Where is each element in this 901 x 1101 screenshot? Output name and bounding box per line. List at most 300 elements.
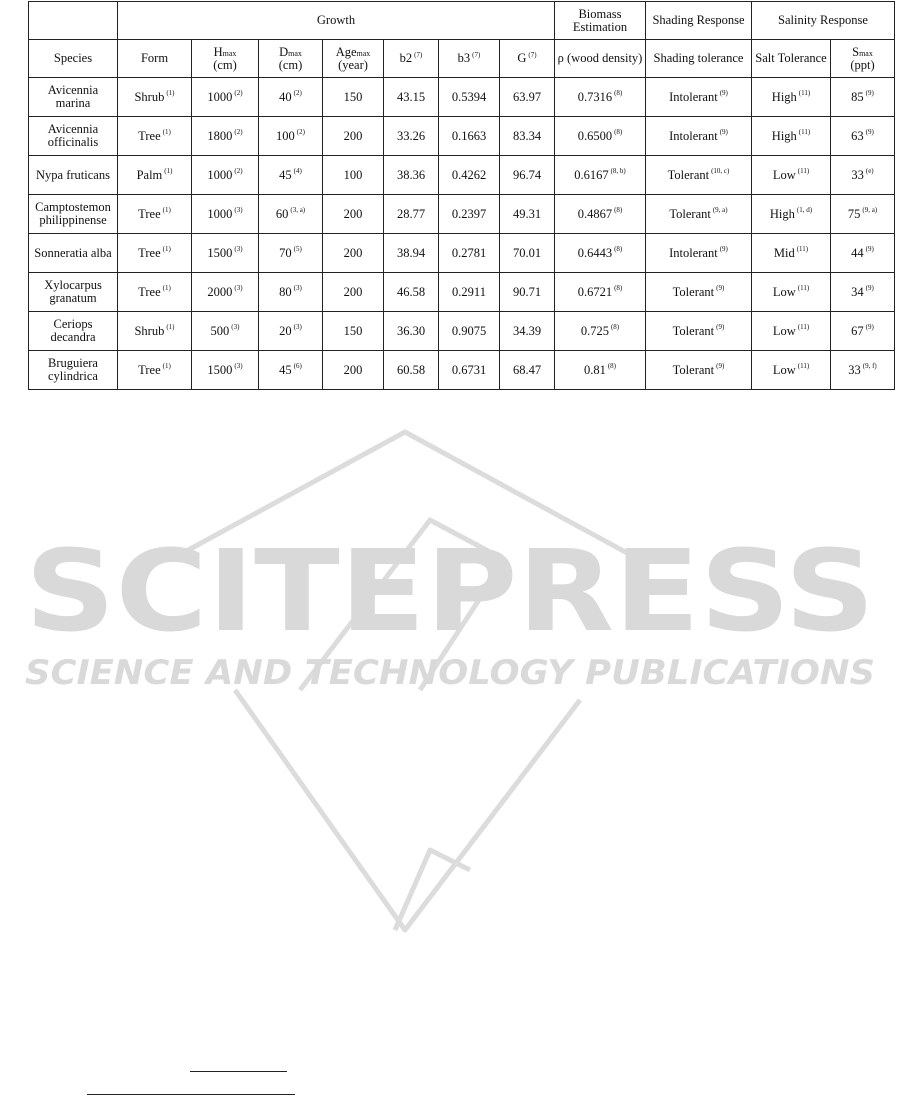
- cell-dmax: [259, 78, 323, 117]
- cell-hmax: [192, 195, 259, 234]
- g-ref: (7): [528, 50, 537, 59]
- cell-agemax: [323, 351, 384, 390]
- cell-b2-value: 46.58: [396, 284, 426, 299]
- cell-species: [29, 234, 118, 273]
- watermark-book-logo: [170, 432, 640, 930]
- cell-hmax-ref: (3): [234, 284, 243, 293]
- cell-smax-ref: (9): [865, 323, 874, 332]
- cell-b2-value: 43.15: [396, 89, 426, 104]
- cell-form-value: Tree: [138, 362, 161, 377]
- cell-smax-value: 67: [851, 323, 864, 338]
- cell-smax-ref: (9): [865, 89, 874, 98]
- cell-b3: [439, 195, 500, 234]
- cell-salt-ref: (11): [797, 323, 810, 332]
- cell-hmax-value: 1500: [207, 362, 233, 377]
- cell-shading-value: Intolerant: [669, 128, 718, 143]
- cell-salt-ref: (11): [798, 89, 811, 98]
- cell-hmax: [192, 156, 259, 195]
- cell-smax: [831, 234, 895, 273]
- cell-g: [500, 351, 555, 390]
- cell-shading-ref: (9): [716, 284, 725, 293]
- cell-salt-value: Low: [772, 167, 796, 182]
- cell-hmax-ref: (2): [234, 128, 243, 137]
- cell-shading-ref: (9): [716, 323, 725, 332]
- cell-species-value: Avicennia marina: [47, 83, 99, 110]
- dmax-unit: (cm): [278, 57, 303, 72]
- cell-salt-ref: (1, d): [796, 206, 813, 215]
- cell-rho-ref: (8): [610, 323, 620, 332]
- cell-dmax-ref: (3): [293, 323, 302, 332]
- cell-salt-ref: (11): [797, 167, 810, 176]
- cell-hmax-value: 1000: [207, 89, 233, 104]
- cell-salt-ref: (11): [797, 284, 810, 293]
- group-header-biomass: Biomass Estimation: [555, 2, 646, 40]
- table-row: [29, 195, 895, 234]
- dmax-subscript: max: [288, 48, 302, 58]
- cell-smax-ref: (9): [865, 284, 874, 293]
- cell-dmax-value: 80: [279, 284, 292, 299]
- cell-dmax-value: 45: [279, 167, 292, 182]
- cell-form: [118, 273, 192, 312]
- hmax-unit: (cm): [213, 57, 237, 72]
- cell-g: [500, 117, 555, 156]
- cell-salt: [752, 312, 831, 351]
- cell-dmax-ref: (3, a): [290, 206, 306, 215]
- table-row: [29, 78, 895, 117]
- cell-form: [118, 312, 192, 351]
- cell-agemax-value: 200: [343, 206, 363, 221]
- cell-hmax: [192, 234, 259, 273]
- cell-shading: [646, 117, 752, 156]
- cell-hmax-value: 2000: [207, 284, 233, 299]
- table-row: [29, 312, 895, 351]
- cell-form-ref: (1): [164, 167, 173, 176]
- cell-agemax: [323, 117, 384, 156]
- cell-shading: [646, 312, 752, 351]
- cell-rho-ref: (8): [614, 206, 623, 215]
- cell-hmax-value: 1500: [207, 245, 233, 260]
- cell-form-value: Palm: [136, 167, 163, 182]
- cell-salt-value: Low: [772, 362, 796, 377]
- cell-g-value: 96.74: [512, 167, 542, 182]
- cell-agemax: [323, 234, 384, 273]
- species-parameter-table-wrapper: [28, 1, 894, 390]
- cell-form-ref: (1): [162, 362, 171, 371]
- cell-b3-value: 0.4262: [451, 167, 487, 182]
- cell-smax-ref: (9, a): [862, 206, 878, 215]
- cell-form-value: Tree: [138, 245, 161, 260]
- cell-hmax: [192, 312, 259, 351]
- cell-rho-value: 0.7316: [577, 89, 613, 104]
- col-header-dmax: [259, 40, 323, 78]
- cell-salt-value: High: [769, 206, 795, 221]
- cell-rho-ref: (8): [614, 128, 623, 137]
- cell-form-value: Shrub: [134, 323, 165, 338]
- cell-dmax: [259, 195, 323, 234]
- cell-form-ref: (1): [166, 323, 175, 332]
- cell-rho-ref: (8): [614, 89, 623, 98]
- dmax-symbol: D: [279, 44, 289, 59]
- cell-b2: [384, 117, 439, 156]
- cell-dmax-value: 60: [275, 206, 289, 221]
- cell-rho: [555, 78, 646, 117]
- cell-species-value: Nypa fruticans: [36, 167, 110, 182]
- cell-form-ref: (1): [162, 128, 171, 137]
- col-header-form: Form: [118, 40, 192, 78]
- cell-rho: [555, 117, 646, 156]
- cell-form-value: Shrub: [134, 89, 165, 104]
- cell-rho: [555, 273, 646, 312]
- cell-shading-ref: (9, a): [712, 206, 728, 215]
- cell-form: [118, 156, 192, 195]
- cell-rho: [555, 234, 646, 273]
- cell-g: [500, 234, 555, 273]
- cell-b2: [384, 351, 439, 390]
- cell-rho-value: 0.6500: [577, 128, 613, 143]
- cell-g: [500, 312, 555, 351]
- cell-rho-ref: (8, b): [610, 167, 626, 176]
- cell-b3-value: 0.2781: [451, 245, 487, 260]
- cell-agemax-value: 200: [343, 245, 363, 260]
- cell-hmax-ref: (2): [234, 167, 243, 176]
- cell-form: [118, 117, 192, 156]
- cell-form: [118, 78, 192, 117]
- cell-dmax-ref: (5): [293, 245, 302, 254]
- cell-agemax-value: 150: [343, 89, 363, 104]
- cell-b2-value: 36.30: [396, 323, 426, 338]
- cell-agemax-value: 200: [343, 284, 363, 299]
- cell-hmax-ref: (3): [234, 245, 243, 254]
- cell-g-value: 83.34: [512, 128, 542, 143]
- cell-form: [118, 234, 192, 273]
- cell-species: [29, 78, 118, 117]
- cell-dmax-ref: (4): [293, 167, 302, 176]
- cell-shading-value: Intolerant: [669, 89, 718, 104]
- cell-b2-value: 60.58: [396, 362, 426, 377]
- cell-b2-value: 28.77: [396, 206, 426, 221]
- cell-shading-ref: (9): [719, 89, 728, 98]
- cell-salt: [752, 351, 831, 390]
- table-row: [29, 234, 895, 273]
- cell-smax: [831, 195, 895, 234]
- cell-shading: [646, 234, 752, 273]
- cell-agemax-value: 150: [343, 323, 363, 338]
- cell-smax-value: 33: [848, 362, 861, 377]
- cell-dmax: [259, 351, 323, 390]
- cell-g-value: 90.71: [512, 284, 542, 299]
- species-parameter-table: [28, 1, 895, 390]
- cell-shading-ref: (9): [716, 362, 725, 371]
- cell-rho-ref: (8): [607, 362, 617, 371]
- cell-rho: [555, 351, 646, 390]
- cell-dmax-value: 20: [279, 323, 292, 338]
- cell-salt-value: Mid: [773, 245, 795, 260]
- agemax-symbol: Age: [335, 44, 357, 59]
- cell-b3: [439, 78, 500, 117]
- cell-shading: [646, 351, 752, 390]
- cell-b3: [439, 351, 500, 390]
- cell-agemax: [323, 312, 384, 351]
- col-header-b2: [384, 40, 439, 78]
- group-header-growth: Growth: [118, 2, 555, 40]
- cell-smax-ref: (9): [865, 245, 874, 254]
- cell-dmax: [259, 234, 323, 273]
- cell-b3: [439, 156, 500, 195]
- col-header-agemax: [323, 40, 384, 78]
- cell-species: [29, 117, 118, 156]
- cell-b3-value: 0.6731: [451, 362, 487, 377]
- cell-salt: [752, 156, 831, 195]
- table-row: [29, 351, 895, 390]
- cell-b3: [439, 312, 500, 351]
- cell-form: [118, 195, 192, 234]
- cell-dmax: [259, 312, 323, 351]
- cell-dmax-ref: (2): [296, 128, 305, 137]
- cell-b2-value: 38.94: [396, 245, 426, 260]
- cell-smax-value: 85: [851, 89, 864, 104]
- cell-smax-value: 33: [851, 167, 864, 182]
- cell-species-value: Avicennia officinalis: [47, 122, 99, 149]
- cell-dmax-value: 40: [279, 89, 292, 104]
- cell-g: [500, 273, 555, 312]
- cell-species: [29, 156, 118, 195]
- cell-salt: [752, 234, 831, 273]
- cell-form-value: Tree: [138, 206, 161, 221]
- cell-shading-value: Tolerant: [669, 206, 711, 221]
- smax-subscript: max: [859, 48, 873, 58]
- cell-shading: [646, 273, 752, 312]
- cell-form-ref: (1): [162, 245, 171, 254]
- cell-form-ref: (1): [162, 206, 171, 215]
- cell-g: [500, 156, 555, 195]
- cell-smax: [831, 78, 895, 117]
- cell-dmax: [259, 156, 323, 195]
- cell-shading-value: Tolerant: [672, 284, 715, 299]
- cell-hmax-ref: (3): [231, 323, 240, 332]
- cell-g-value: 68.47: [512, 362, 542, 377]
- cell-salt-value: Low: [772, 284, 796, 299]
- cell-b2: [384, 156, 439, 195]
- cell-g-value: 34.39: [512, 323, 542, 338]
- cell-hmax-value: 1000: [207, 206, 233, 221]
- cell-form-value: Tree: [138, 128, 161, 143]
- cell-agemax: [323, 156, 384, 195]
- table-row: [29, 273, 895, 312]
- cell-rho: [555, 195, 646, 234]
- cell-b3-value: 0.2911: [452, 284, 486, 299]
- g-symbol: G: [517, 51, 527, 65]
- table-row: [29, 156, 895, 195]
- cell-b2-value: 33.26: [396, 128, 426, 143]
- cell-agemax-value: 200: [343, 128, 363, 143]
- cell-b3: [439, 117, 500, 156]
- cell-salt-ref: (11): [798, 128, 811, 137]
- cell-species: [29, 195, 118, 234]
- cell-b2: [384, 312, 439, 351]
- cell-salt: [752, 195, 831, 234]
- cell-rho-ref: (8): [614, 245, 623, 254]
- cell-hmax: [192, 273, 259, 312]
- watermark-sub-text: SCIENCE AND TECHNOLOGY PUBLICATIONS: [25, 653, 875, 693]
- cell-salt-value: High: [771, 128, 797, 143]
- cell-dmax-value: 70: [279, 245, 292, 260]
- hmax-symbol: H: [213, 44, 223, 59]
- cell-smax-value: 75: [847, 206, 861, 221]
- cell-smax-ref: (9): [865, 128, 874, 137]
- cell-salt: [752, 273, 831, 312]
- cell-salt-value: High: [771, 89, 797, 104]
- cell-hmax-ref: (3): [234, 362, 243, 371]
- col-header-g: [500, 40, 555, 78]
- cell-b3-value: 0.9075: [451, 323, 487, 338]
- cell-rho-value: 0.725: [580, 323, 609, 338]
- cell-hmax-ref: (2): [234, 89, 243, 98]
- cell-dmax-value: 45: [279, 362, 292, 377]
- cell-species: [29, 312, 118, 351]
- cell-smax: [831, 312, 895, 351]
- cell-species-value: Sonneratia alba: [34, 245, 112, 260]
- agemax-subscript: max: [356, 48, 371, 58]
- cell-rho-value: 0.6443: [577, 245, 613, 260]
- cell-species: [29, 273, 118, 312]
- cell-salt: [752, 78, 831, 117]
- cell-rho: [555, 156, 646, 195]
- cell-b3-value: 0.1663: [451, 128, 487, 143]
- col-header-b3: [439, 40, 500, 78]
- cell-b3: [439, 234, 500, 273]
- cell-rho-value: 0.6721: [577, 284, 613, 299]
- group-header-row: [29, 2, 895, 40]
- cell-b2: [384, 234, 439, 273]
- cell-form-value: Tree: [138, 284, 161, 299]
- cell-g-value: 49.31: [512, 206, 542, 221]
- b3-symbol: b3: [457, 51, 471, 65]
- cell-b2: [384, 78, 439, 117]
- cell-shading: [646, 156, 752, 195]
- cell-rho: [555, 312, 646, 351]
- cell-b2-value: 38.36: [396, 167, 426, 182]
- column-header-row: [29, 40, 895, 78]
- cell-smax-value: 44: [851, 245, 864, 260]
- cell-dmax-value: 100: [276, 128, 295, 143]
- cell-shading: [646, 78, 752, 117]
- cell-species-value: Bruguiera cylindrica: [48, 356, 98, 383]
- cell-dmax-ref: (2): [293, 89, 302, 98]
- cell-g-value: 63.97: [512, 89, 542, 104]
- cell-shading-value: Intolerant: [669, 245, 718, 260]
- cell-smax-ref: (e): [865, 167, 874, 176]
- watermark-main-text: SCITEPRESS: [25, 527, 875, 657]
- cell-smax: [831, 156, 895, 195]
- table-body: [29, 78, 895, 390]
- cell-smax-ref: (9, f): [862, 362, 877, 371]
- cell-smax: [831, 351, 895, 390]
- cell-species-value: Camptostemon philippinense: [35, 200, 111, 227]
- footnote-rule-long: [87, 1094, 295, 1095]
- b2-ref: (7): [414, 50, 423, 59]
- cell-shading-ref: (9): [719, 245, 728, 254]
- cell-salt-ref: (11): [797, 362, 810, 371]
- cell-form-ref: (1): [162, 284, 171, 293]
- cell-g-value: 70.01: [512, 245, 542, 260]
- cell-agemax-value: 100: [343, 167, 363, 182]
- cell-b2: [384, 273, 439, 312]
- cell-smax: [831, 117, 895, 156]
- cell-shading-value: Tolerant: [667, 167, 710, 182]
- cell-rho-ref: (8): [614, 284, 623, 293]
- cell-agemax: [323, 195, 384, 234]
- col-header-salt: Salt Tolerance: [752, 40, 831, 78]
- col-header-hmax: [192, 40, 259, 78]
- cell-agemax: [323, 78, 384, 117]
- col-header-rho: ρ (wood density): [555, 40, 646, 78]
- cell-salt-ref: (11): [796, 245, 809, 254]
- smax-symbol: S: [852, 44, 860, 59]
- group-header-blank: [29, 2, 118, 40]
- cell-agemax-value: 200: [343, 362, 363, 377]
- cell-rho-value: 0.81: [583, 362, 606, 377]
- cell-g: [500, 195, 555, 234]
- col-header-species: Species: [29, 40, 118, 78]
- cell-agemax: [323, 273, 384, 312]
- col-header-smax: [831, 40, 895, 78]
- cell-smax-value: 34: [851, 284, 864, 299]
- cell-dmax-ref: (3): [293, 284, 302, 293]
- cell-shading-ref: (10, c): [711, 167, 730, 176]
- cell-b3-value: 0.2397: [451, 206, 487, 221]
- cell-salt-value: Low: [772, 323, 796, 338]
- cell-hmax-value: 500: [210, 323, 230, 338]
- group-header-shading: Shading Response: [646, 2, 752, 40]
- hmax-subscript: max: [222, 48, 237, 58]
- b2-symbol: b2: [399, 51, 413, 65]
- cell-smax-value: 63: [851, 128, 864, 143]
- cell-smax: [831, 273, 895, 312]
- cell-dmax: [259, 273, 323, 312]
- cell-shading-value: Tolerant: [672, 362, 715, 377]
- col-header-shading: Shading tolerance: [646, 40, 752, 78]
- cell-shading-ref: (9): [719, 128, 728, 137]
- cell-hmax: [192, 351, 259, 390]
- table-row: [29, 117, 895, 156]
- cell-b3-value: 0.5394: [451, 89, 487, 104]
- cell-dmax-ref: (6): [293, 362, 302, 371]
- cell-rho-value: 0.4867: [577, 206, 613, 221]
- cell-form: [118, 351, 192, 390]
- cell-species: [29, 351, 118, 390]
- cell-hmax-value: 1800: [207, 128, 233, 143]
- cell-g: [500, 78, 555, 117]
- cell-salt: [752, 117, 831, 156]
- agemax-unit: (year): [338, 57, 368, 72]
- cell-species-value: Ceriops decandra: [50, 317, 96, 344]
- cell-rho-value: 0.6167: [574, 167, 609, 182]
- b3-ref: (7): [472, 50, 481, 59]
- cell-b3: [439, 273, 500, 312]
- cell-shading-value: Tolerant: [672, 323, 715, 338]
- footnote-rule-short: [190, 1071, 287, 1072]
- cell-b2: [384, 195, 439, 234]
- cell-shading: [646, 195, 752, 234]
- cell-form-ref: (1): [166, 89, 175, 98]
- cell-hmax-ref: (3): [234, 206, 243, 215]
- cell-dmax: [259, 117, 323, 156]
- cell-species-value: Xylocarpus granatum: [44, 278, 102, 305]
- cell-hmax: [192, 78, 259, 117]
- cell-hmax: [192, 117, 259, 156]
- group-header-salinity: Salinity Response: [752, 2, 895, 40]
- cell-hmax-value: 1000: [207, 167, 233, 182]
